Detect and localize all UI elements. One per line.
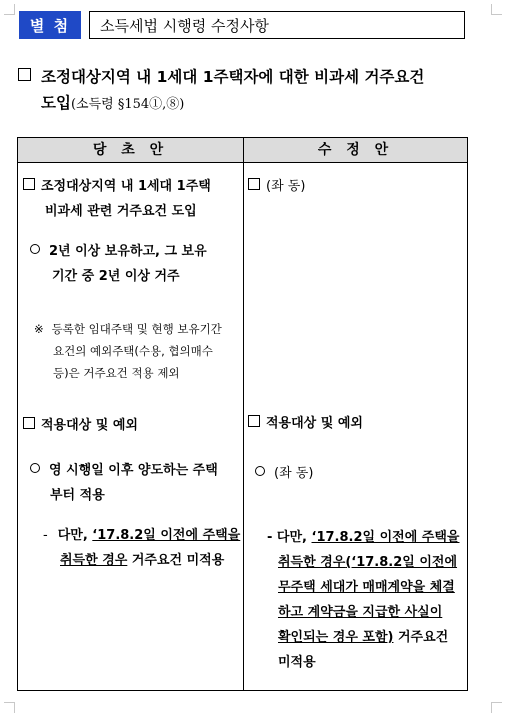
heading-line2: 도입 [41,94,71,112]
after-dash-line6: 미적용 [278,655,316,670]
before-sub1 [30,239,242,289]
note-mark: ※ [34,322,44,336]
before-note-line3: 등)은 거주요건 적용 제외 [53,366,180,380]
before-sub2-line1: 영 시행일 이후 양도하는 주택 [49,463,218,478]
after-sub2 [255,461,465,486]
circle-bullet-icon [255,466,265,476]
document-title-text: 소득세법 시행령 수정사항 [100,16,269,35]
header-original-draft: 당 초 안 [92,142,169,158]
after-item1 [248,174,463,199]
before-dash-line1-underlined: ‘17.8.2일 이전에 주택을 [92,528,241,543]
before-sub1-line1: 2년 이상 보유하고, 그 보유 [49,244,207,259]
after-dash-line4-underlined: 하고 계약금을 지급한 사실이 [278,605,443,620]
before-dash-line2-post: 거주요건 미적용 [131,553,225,568]
comparison-table [17,137,468,691]
dash-mark: - [43,528,48,543]
document-title [89,11,465,39]
square-bullet-icon [248,415,260,427]
circle-bullet-icon [30,244,40,254]
header-revised-draft: 수 정 안 [317,142,394,158]
before-item1-line1: 조정대상지역 내 1세대 1주택 [41,179,211,194]
before-sub1-line2: 기간 중 2년 이상 거주 [52,269,180,284]
before-note-line2: 요건의 예외주택(수용, 협의매수 [53,344,213,358]
before-dash-line2-underlined: 취득한 경우 [60,553,128,568]
before-item2-label: 적용대상 및 예외 [41,418,138,433]
before-item1-line2: 비과세 관련 거주요건 도입 [45,204,197,219]
crop-mark-bottom-right [491,702,502,713]
before-note [34,318,242,384]
after-item1-text: (좌 동) [266,179,306,194]
before-item1 [23,174,241,224]
before-sub2 [30,458,242,508]
before-dash-line1-pre: 다만, [57,528,88,543]
after-dash-line2-underlined: 취득한 경우 [278,555,346,570]
before-sub2-line2: 부터 적용 [50,488,105,503]
crop-mark-bottom-left [4,702,15,713]
after-item2 [248,411,463,436]
heading-reference: (소득령 §154①,⑧) [70,97,185,112]
before-item2 [23,413,241,438]
after-item2-label: 적용대상 및 예외 [266,416,363,431]
after-sub2-text: (좌 동) [274,466,314,481]
column-divider [243,138,244,690]
after-dash-line1-underlined: ‘17.8.2일 이전에 주택을 [311,530,460,545]
after-dash-line5-post: 거주요건 [398,630,449,645]
after-dash-line5-underlined: 확인되는 경우 포함) [278,630,394,645]
checkbox-square-icon [18,68,31,81]
attachment-badge: 별 첨 [19,11,81,39]
heading-line1: 조정대상지역 내 1세대 1주택자에 대한 비과세 거주요건 [41,68,425,86]
circle-bullet-icon [30,463,40,473]
square-bullet-icon [248,178,260,190]
after-dash-line1-pre: - 다만, [267,530,307,545]
crop-mark-top-left [4,4,15,15]
section-heading [18,64,488,118]
before-dash-item [43,523,243,573]
square-bullet-icon [23,178,35,190]
before-note-line1: 등록한 임대주택 및 현행 보유기간 [51,322,222,336]
after-dash-item [267,525,467,675]
after-dash-line3-underlined: 무주택 세대가 매매계약을 체결 [278,580,455,595]
crop-mark-top-right [491,4,502,15]
square-bullet-icon [23,417,35,429]
after-dash-line2-underlined-b: (‘17.8.2일 이전에 [345,555,458,570]
